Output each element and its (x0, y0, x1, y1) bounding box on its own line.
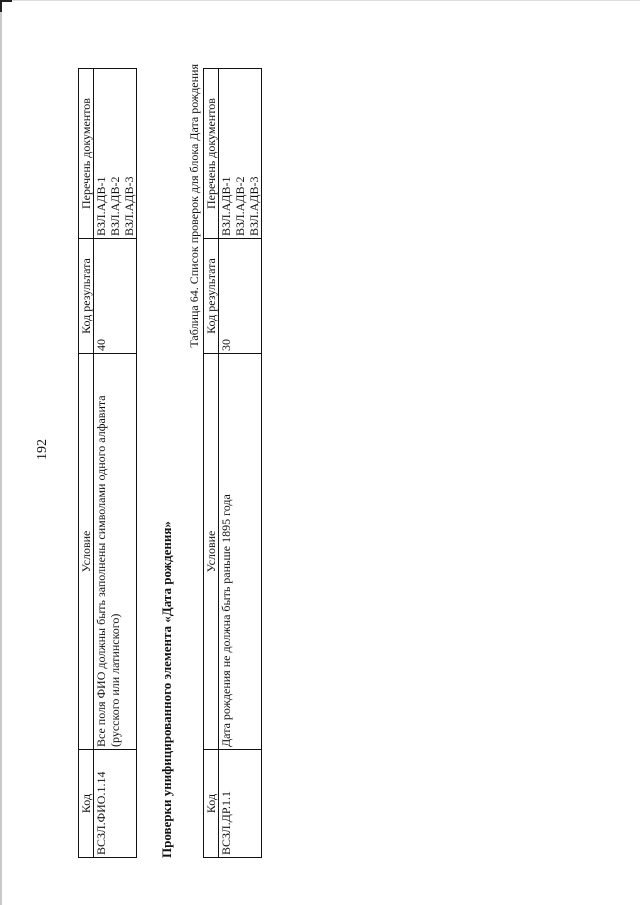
table-caption: Таблица 64. Список проверок для блока Дата рождения (187, 64, 201, 348)
header-documents: Перечень документов (204, 69, 219, 239)
table-birthdate-checks (203, 68, 262, 858)
header-result-code: Код результата (79, 239, 94, 354)
cell-condition: Все поля ФИО должны быть заполнены символами одного алфавита (русского или латинского) (94, 354, 137, 750)
document-item: ВЗЛ.АДВ-3 (122, 176, 136, 236)
scan-edge-top (0, 0, 640, 1)
header-code: Код (79, 750, 94, 858)
table-fio-checks (78, 68, 137, 858)
cell-condition: Дата рождения не должна быть раньше 1895 года (219, 354, 262, 750)
page-number: 192 (35, 439, 50, 460)
scan-edge-left (0, 0, 2, 905)
table-row (94, 69, 137, 858)
header-code: Код (204, 750, 219, 858)
cell-result-code: 30 (219, 239, 262, 354)
cell-documents (94, 69, 137, 239)
cell-code: ВСЗЛ.ДР.1.1 (219, 750, 262, 858)
cell-documents (219, 69, 262, 239)
document-item: ВЗЛ.АДВ-3 (247, 176, 261, 236)
document-item: ВЗЛ.АДВ-2 (108, 176, 122, 236)
header-result-code: Код результата (204, 239, 219, 354)
document-item: ВЗЛ.АДВ-2 (233, 176, 247, 236)
rotated-page-content (78, 58, 261, 858)
header-documents: Перечень документов (79, 69, 94, 239)
table-row (219, 69, 262, 858)
scan-corner-mark (0, 0, 12, 12)
table-header-row (79, 69, 94, 858)
document-item: ВЗЛ.АДВ-1 (219, 176, 233, 236)
section-heading: Проверки унифицированного элемента «Дата рождения» (159, 521, 174, 858)
header-condition: Условие (79, 354, 94, 750)
cell-code: ВСЗЛ.ФИО.1.14 (94, 750, 137, 858)
header-condition: Условие (204, 354, 219, 750)
cell-result-code: 40 (94, 239, 137, 354)
table-header-row (204, 69, 219, 858)
document-item: ВЗЛ.АДВ-1 (94, 176, 108, 236)
